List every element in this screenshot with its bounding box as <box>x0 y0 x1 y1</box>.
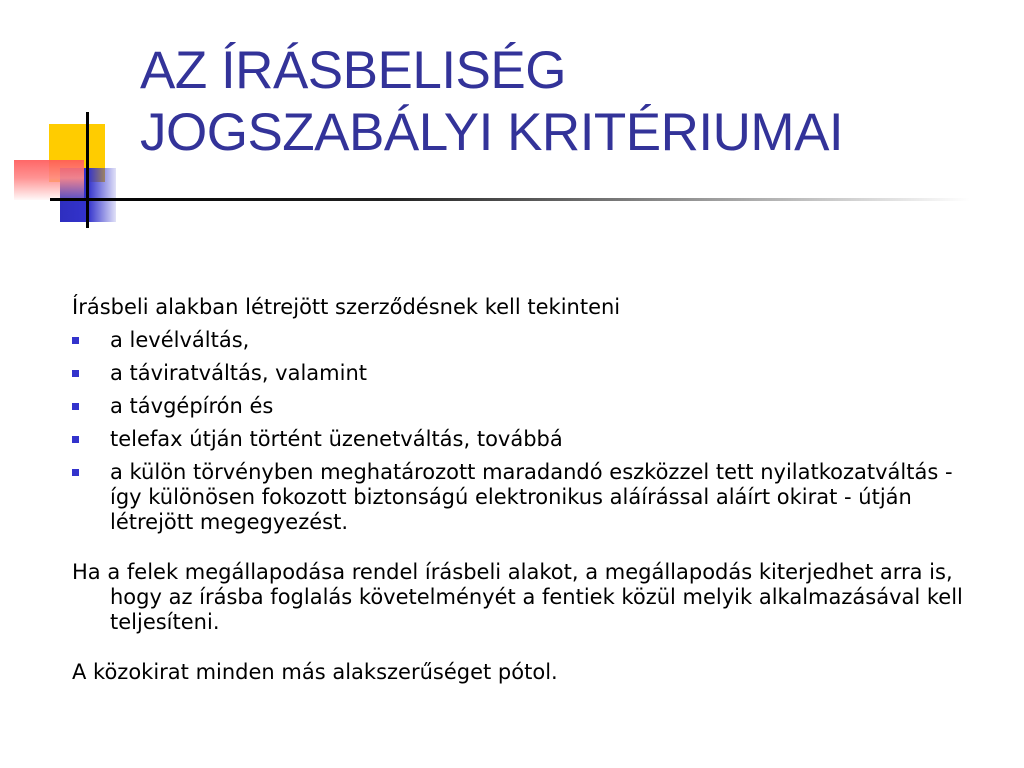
title-line-1: AZ ÍRÁSBELISÉG <box>140 41 566 100</box>
list-item <box>72 361 972 386</box>
bullet-list <box>72 328 972 535</box>
square-bullet-icon <box>72 436 79 443</box>
list-item-text: a levélváltás, <box>110 328 250 352</box>
vertical-line-decoration <box>86 112 89 228</box>
list-item-text: a külön törvényben meghatározott maradandó eszközzel tett nyilatkozatváltás - így különösen fokozott biztonságú elektronikus aláírással aláírt okirat - útján létrejött megegyezést. <box>110 460 953 534</box>
square-bullet-icon <box>72 469 79 476</box>
list-item <box>72 460 972 535</box>
intro-paragraph: Írásbeli alakban létrejött szerződésnek kell tekinteni <box>72 295 621 319</box>
list-item <box>72 328 972 353</box>
square-bullet-icon <box>72 337 79 344</box>
square-bullet-icon <box>72 403 79 410</box>
title-line-2: JOGSZABÁLYI KRITÉRIUMAI <box>140 103 844 162</box>
square-bullet-icon <box>72 370 79 377</box>
list-item-text: a távgépírón és <box>110 394 274 418</box>
slide-decoration-logo <box>0 0 140 240</box>
paragraph-written-form-agreement: Ha a felek megállapodása rendel írásbeli alakot, a megállapodás kiterjedhet arra is, hogy az írásba foglalás követelményét a fentiek közül melyik alkalmazásával kell teljesíteni. <box>72 560 963 634</box>
title-underline-rule <box>80 198 970 201</box>
slide-title <box>140 40 1000 164</box>
slide-body <box>72 295 972 685</box>
list-item <box>72 427 972 452</box>
paragraph-public-document: A közokirat minden más alakszerűséget pótol. <box>72 660 558 684</box>
red-square-decoration <box>14 160 84 200</box>
list-item-text: telefax útján történt üzenetváltás, továbbá <box>110 427 563 451</box>
list-item <box>72 394 972 419</box>
list-item-text: a táviratváltás, valamint <box>110 361 368 385</box>
